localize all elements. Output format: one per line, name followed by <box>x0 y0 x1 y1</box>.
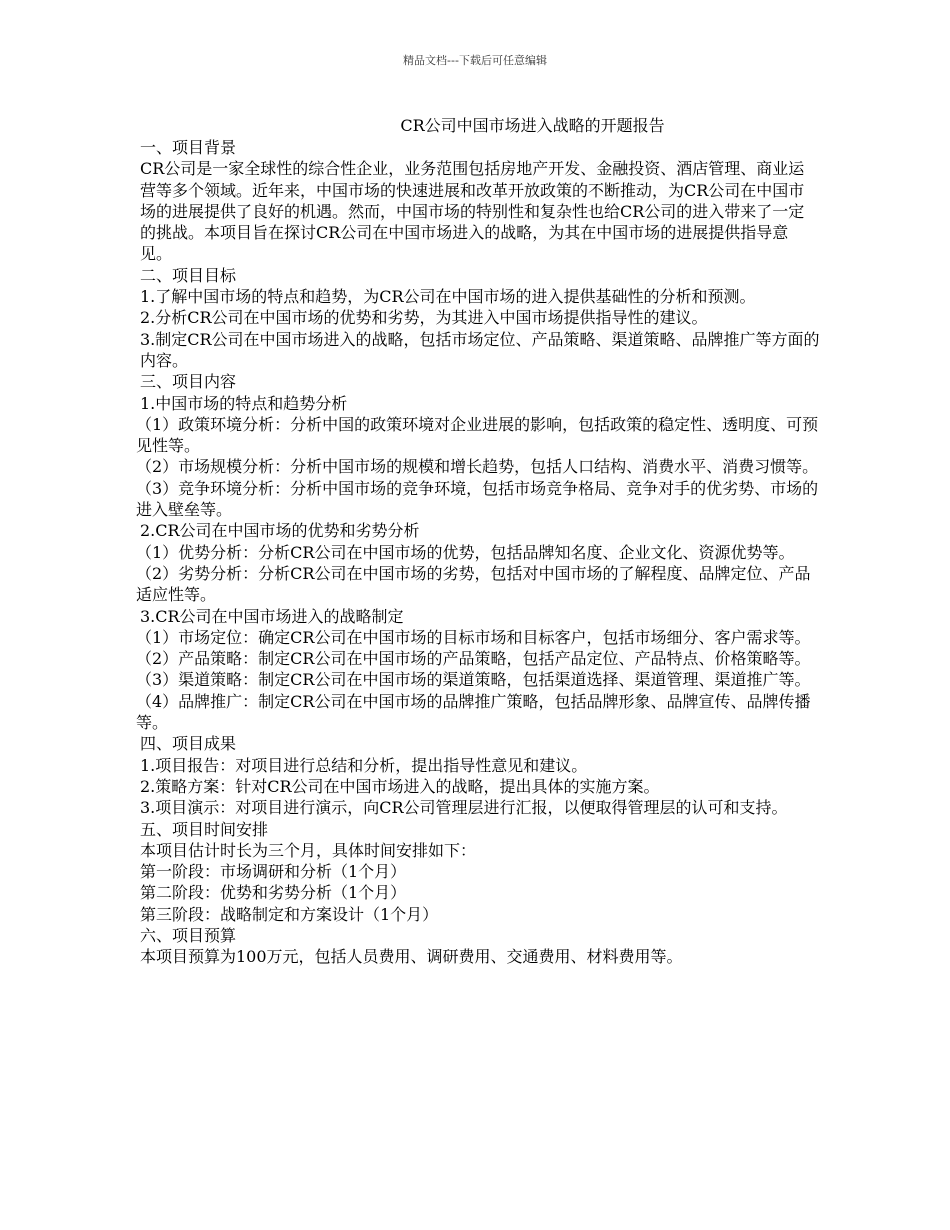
deliverable-item-1: 1.项目报告：对项目进行总结和分析，提出指导性意见和建议。 <box>140 755 588 775</box>
background-paragraph: CR公司是一家全球性的综合性企业，业务范围包括房地产开发、金融投资、酒店管理、商业运营等多个领域。近年来，中国市场的快速进展和改革开放政策的不断推动，为CR公司在中国市场的进展提供了良好的机遇。然而，中国市场的特别性和复杂性也给CR公司的进入带来了一定的挑战。本项目旨在探讨CR公司在中国市场进入的战略，为其在中国市场的进展提供指导意见。 <box>140 159 805 264</box>
section-heading-deliverables: 四、项目成果 <box>140 734 237 754</box>
content-sub1-item-b: （2）市场规模分析：分析中国市场的规模和增长趋势，包括人口结构、消费水平、消费习惯等。 <box>136 457 819 477</box>
content-sub3-item-d: （4）品牌推广：制定CR公司在中国市场的品牌推广策略，包括品牌形象、品牌宣传、品牌传播等。 <box>136 691 811 733</box>
page-header-watermark: 精品文档---下载后可任意编辑 <box>403 54 547 67</box>
document-body <box>136 115 820 968</box>
objective-item-1: 1.了解中国市场的特点和趋势，为CR公司在中国市场的进入提供基础性的分析和预测。 <box>140 287 756 307</box>
content-sub2-item-b: （2）劣势分析：分析CR公司在中国市场的劣势，包括对中国市场的了解程度、品牌定位、产品适应性等。 <box>136 563 811 605</box>
schedule-phase-2: 第二阶段：优势和劣势分析（1个月） <box>140 883 407 903</box>
section-heading-objectives: 二、项目目标 <box>140 265 237 285</box>
content-subheading-2: 2.CR公司在中国市场的优势和劣势分析 <box>140 521 420 541</box>
content-subheading-1: 1.中国市场的特点和趋势分析 <box>140 393 348 413</box>
section-heading-budget: 六、项目预算 <box>140 925 237 945</box>
schedule-phase-1: 第一阶段：市场调研和分析（1个月） <box>140 862 407 882</box>
budget-paragraph: 本项目预算为100万元，包括人员费用、调研费用、交通费用、材料费用等。 <box>140 947 683 967</box>
objective-item-3: 3.制定CR公司在中国市场进入的战略，包括市场定位、产品策略、渠道策略、品牌推广等方面的内容。 <box>140 329 820 370</box>
content-sub3-item-a: （1）市场定位：确定CR公司在中国市场的目标市场和目标客户，包括市场细分、客户需求等。 <box>136 627 811 647</box>
deliverable-item-3: 3.项目演示：对项目进行演示，向CR公司管理层进行汇报，以便取得管理层的认可和支持。 <box>140 798 788 818</box>
schedule-intro: 本项目估计时长为三个月，具体时间安排如下： <box>140 840 477 860</box>
content-sub1-item-a: （1）政策环境分析：分析中国的政策环境对企业进展的影响，包括政策的稳定性、透明度、可预见性等。 <box>136 414 819 456</box>
content-subheading-3: 3.CR公司在中国市场进入的战略制定 <box>140 606 404 626</box>
objective-item-2: 2.分析CR公司在中国市场的优势和劣势，为其进入中国市场提供指导性的建议。 <box>140 308 708 328</box>
document-title: CR公司中国市场进入战略的开题报告 <box>400 116 665 135</box>
section-heading-schedule: 五、项目时间安排 <box>140 819 269 839</box>
content-sub1-item-c: （3）竞争环境分析：分析中国市场的竞争环境，包括市场竞争格局、竞争对手的优劣势、市场的进入壁垒等。 <box>136 478 819 520</box>
section-heading-content: 三、项目内容 <box>140 372 237 392</box>
deliverable-item-2: 2.策略方案：针对CR公司在中国市场进入的战略，提出具体的实施方案。 <box>140 776 660 796</box>
content-sub3-item-c: （3）渠道策略：制定CR公司在中国市场的渠道策略，包括渠道选择、渠道管理、渠道推广等。 <box>136 670 811 690</box>
section-heading-background: 一、项目背景 <box>140 138 237 157</box>
content-sub2-item-a: （1）优势分析：分析CR公司在中国市场的优势，包括品牌知名度、企业文化、资源优势等。 <box>136 542 795 562</box>
content-sub3-item-b: （2）产品策略：制定CR公司在中国市场的产品策略，包括产品定位、产品特点、价格策略等。 <box>136 649 811 669</box>
schedule-phase-3: 第三阶段：战略制定和方案设计（1个月） <box>140 904 439 924</box>
